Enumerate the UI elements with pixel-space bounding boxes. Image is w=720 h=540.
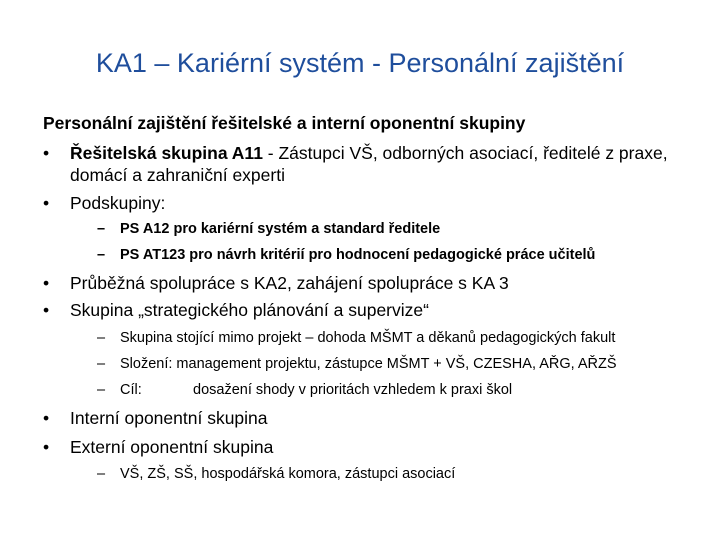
bullet-marker: • xyxy=(43,193,50,213)
sub-item-ps-a12: PS A12 pro kariérní systém a standard ředitele xyxy=(120,221,441,237)
sub-item-slozeni: Složení: management projektu, zástupce MŠMT + VŠ, CZESHA, AŘG, AŘZŠ xyxy=(120,356,617,372)
bullet-marker: • xyxy=(43,437,50,457)
bullet-externi-oponentni: Externí oponentní skupina xyxy=(70,437,274,457)
dash-marker: – xyxy=(97,247,106,263)
dash-marker: – xyxy=(97,382,106,398)
bullet-prubezna-spoluprace: Průběžná spolupráce s KA2, zahájení spolupráce s KA 3 xyxy=(70,273,509,293)
sub-item-cil-label: Cíl: xyxy=(120,382,142,398)
sub-item-cil-text: dosažení shody v prioritách vzhledem k praxi škol xyxy=(193,382,513,398)
sub-item-externi-clenove: VŠ, ZŠ, SŠ, hospodářská komora, zástupci asociací xyxy=(120,466,456,482)
bullet-strategicka-skupina: Skupina „strategického plánování a supervize“ xyxy=(70,300,429,320)
bullet-text: - Zástupci VŠ, odborných asociací, ředitelé z praxe, xyxy=(262,143,668,163)
dash-marker: – xyxy=(97,221,106,237)
sub-item-mimo-projekt: Skupina stojící mimo projekt – dohoda MŠMT a děkanů pedagogických fakult xyxy=(120,330,616,346)
dash-marker: – xyxy=(97,466,106,482)
slide-title: KA1 – Kariérní systém - Personální zajištění xyxy=(95,48,625,78)
bullet-marker: • xyxy=(43,143,50,163)
bullet-resitelska-skupina xyxy=(70,143,668,164)
intro-heading: Personální zajištění řešitelské a interní oponentní skupiny xyxy=(43,113,526,133)
bullet-podskupiny: Podskupiny: xyxy=(70,193,166,213)
bullet-marker: • xyxy=(43,408,50,428)
bullet-marker: • xyxy=(43,300,50,320)
bullet-bold-label: Řešitelská skupina A11 xyxy=(70,143,263,163)
bullet-interni-oponentni: Interní oponentní skupina xyxy=(70,408,268,428)
sub-item-ps-at123: PS AT123 pro návrh kritérií pro hodnocení pedagogické práce učitelů xyxy=(120,247,596,263)
dash-marker: – xyxy=(97,330,106,346)
dash-marker: – xyxy=(97,356,106,372)
bullet-continuation: domácí a zahraniční experti xyxy=(70,165,285,185)
bullet-marker: • xyxy=(43,273,50,293)
